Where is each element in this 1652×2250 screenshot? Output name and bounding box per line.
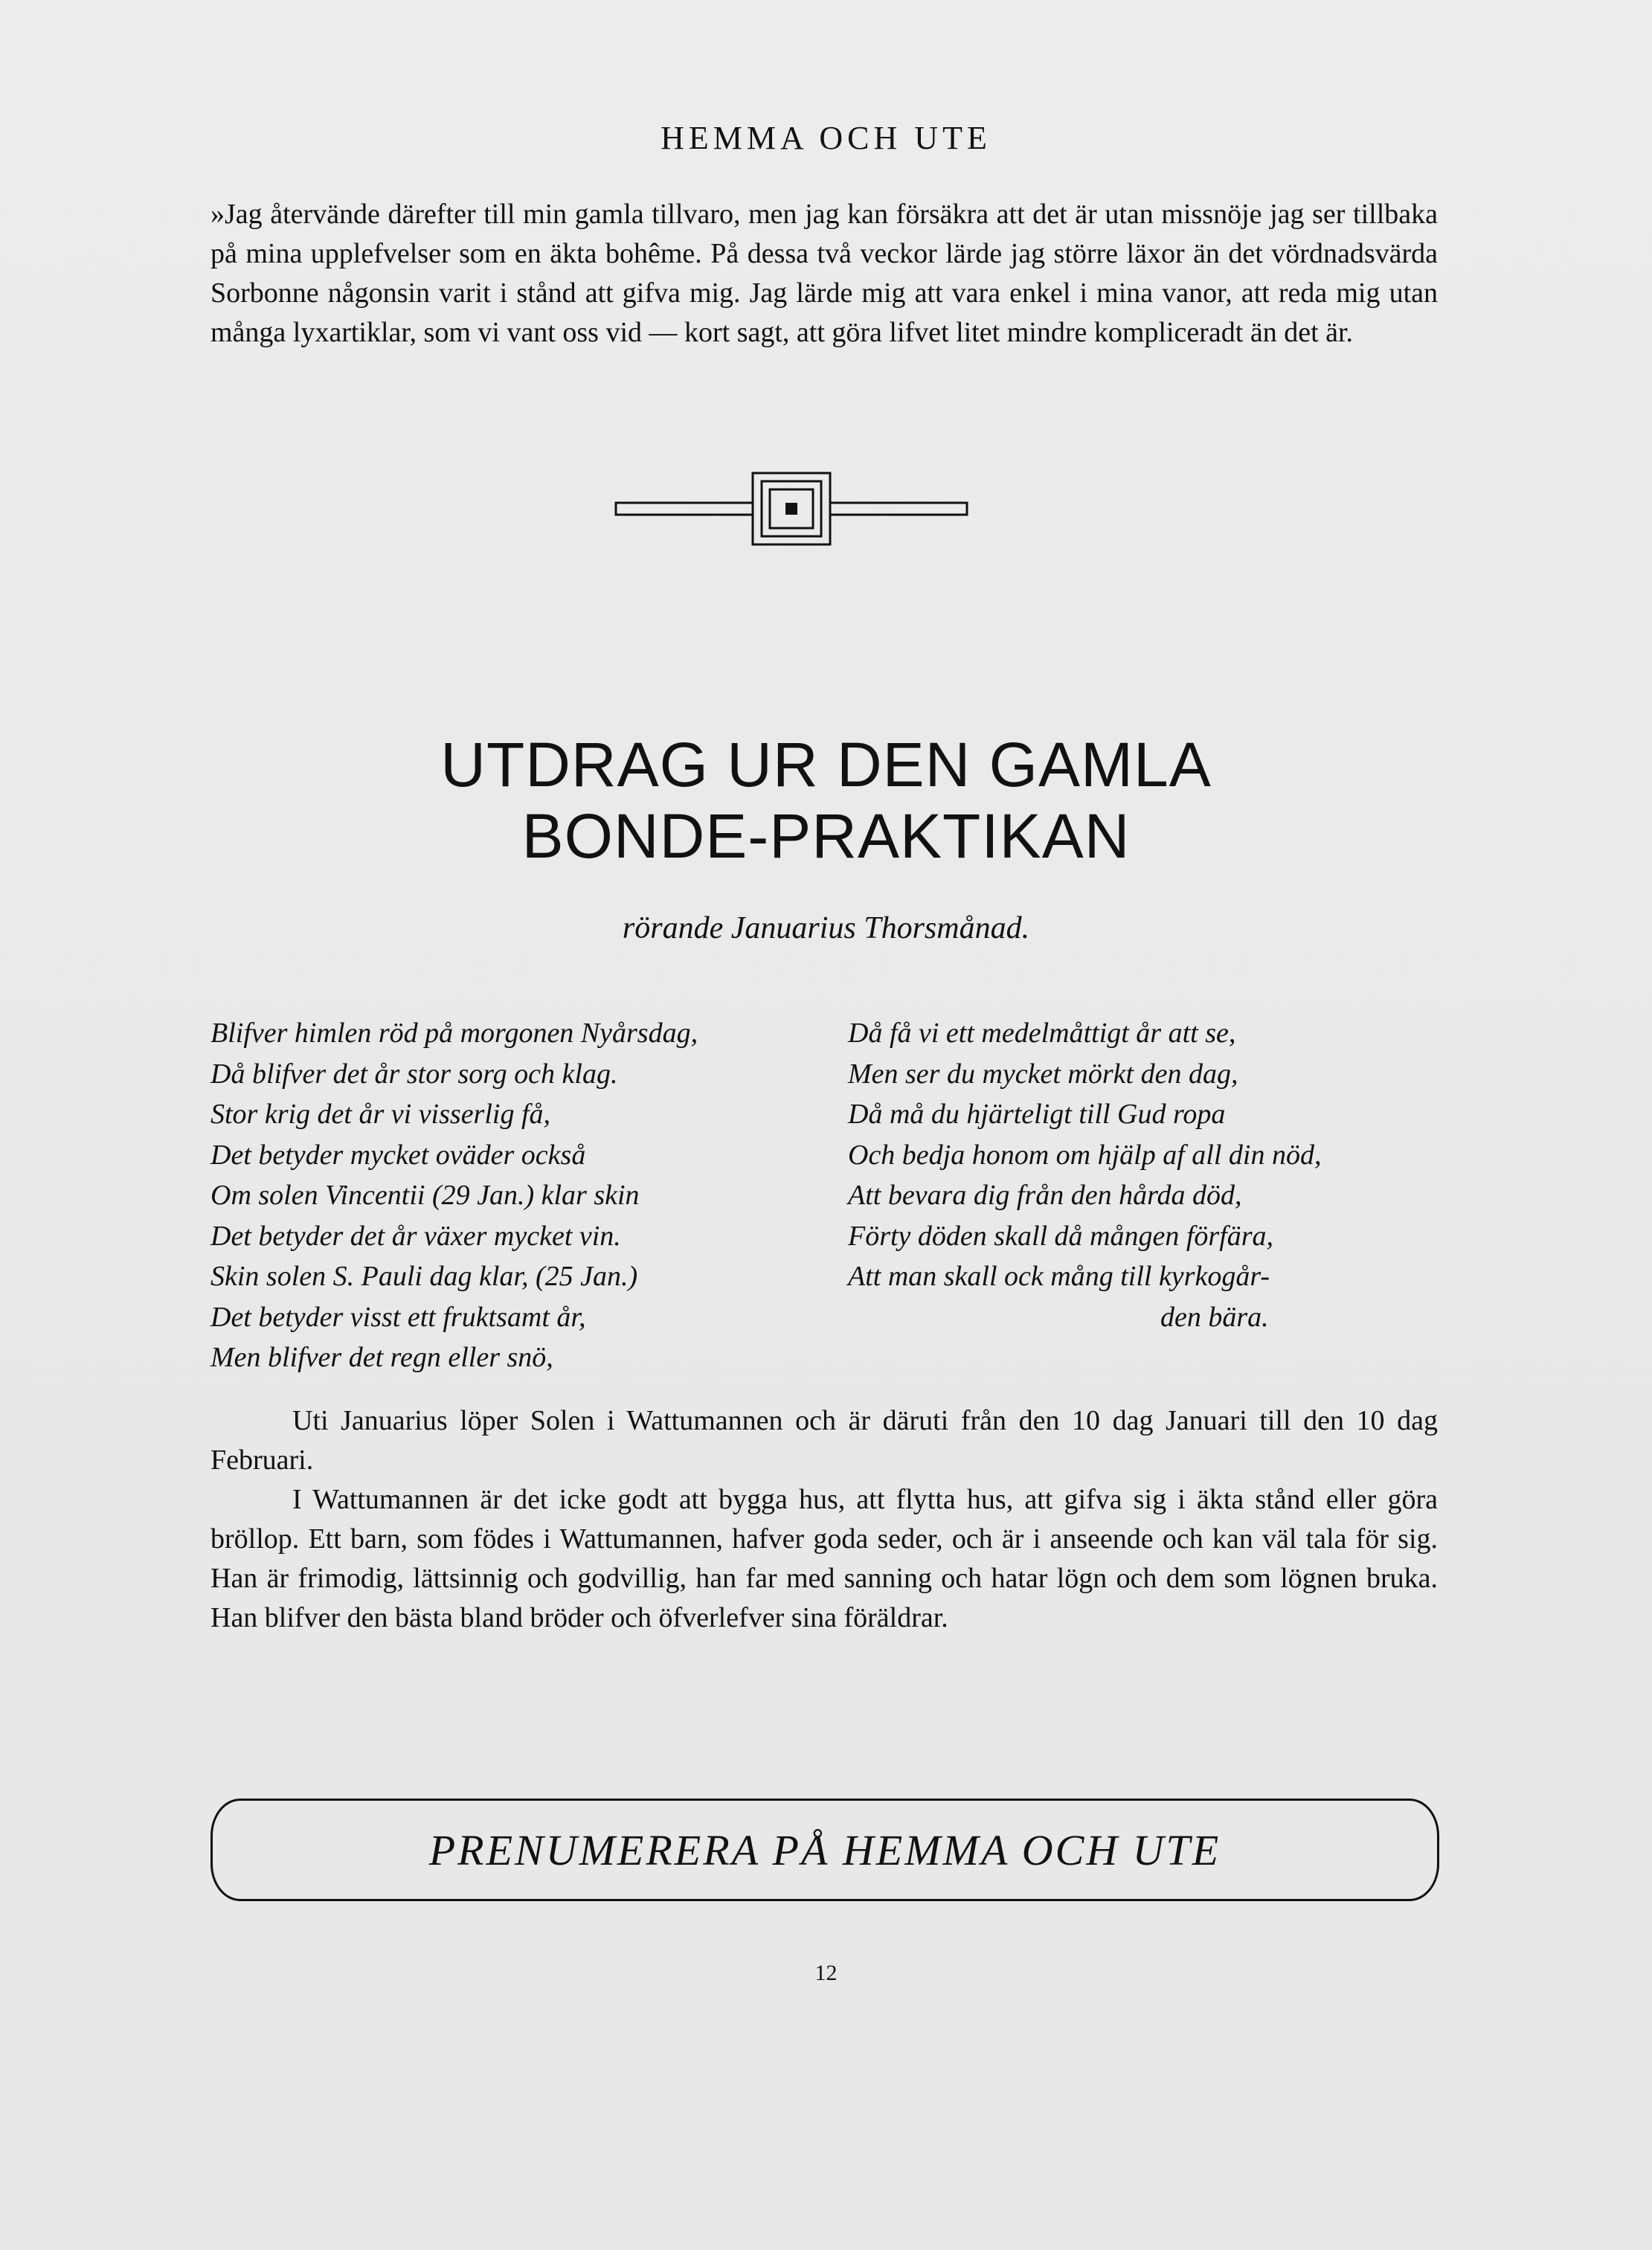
poem-right-column bbox=[848, 1013, 1443, 1337]
poem-line: Det betyder mycket oväder också bbox=[210, 1139, 586, 1171]
poem-left-column bbox=[210, 1013, 850, 1378]
article-title-line2: BONDE-PRAKTIKAN bbox=[521, 801, 1131, 871]
poem-line: Förty döden skall då mången förfära, bbox=[848, 1220, 1274, 1252]
poem-line: Om solen Vincentii (29 Jan.) klar skin bbox=[210, 1180, 640, 1211]
poem-line: Det betyder det år växer mycket vin. bbox=[210, 1220, 621, 1252]
body-paragraph: Uti Januarius löper Solen i Wattumannen och är däruti från den 10 dag Januari till den 10 dag Februari. bbox=[210, 1405, 1438, 1476]
poem-line: Skin solen S. Pauli dag klar, (25 Jan.) bbox=[210, 1261, 638, 1292]
subscribe-banner bbox=[210, 1799, 1439, 1901]
poem-line: Och bedja honom om hjälp af all din nöd, bbox=[848, 1139, 1322, 1171]
poem-line: Men ser du mycket mörkt den dag, bbox=[848, 1058, 1238, 1090]
poem-line: Att bevara dig från den hårda död, bbox=[848, 1180, 1242, 1211]
poem-line: Att man skall ock mång till kyrkogår- bbox=[848, 1261, 1270, 1292]
poem-line: den bära. bbox=[1160, 1301, 1269, 1333]
poem-line: Då må du hjärteligt till Gud ropa bbox=[848, 1099, 1226, 1130]
subscribe-banner-text: PRENUMERERA PÅ HEMMA OCH UTE bbox=[428, 1825, 1221, 1874]
intro-block bbox=[210, 195, 1438, 353]
intro-paragraph: »Jag återvände därefter till min gamla tillvaro, men jag kan försäkra att det är utan missnöje jag ser tillbaka på mina upplefvelser som en äkta bohême. På dessa två veckor lärde jag större läxor än det vördnadsvärda Sorbonne någonsin varit i stånd att gifva mig. Jag lärde mig att vara enkel i mina vanor, att reda mig utan många lyxartiklar, som vi vant oss vid — kort sagt, att göra lifvet litet mindre kompliceradt än det är. bbox=[210, 199, 1438, 348]
poem-line: Stor krig det år vi visserlig få, bbox=[210, 1099, 551, 1130]
poem-line: Det betyder visst ett fruktsamt år, bbox=[210, 1301, 586, 1333]
poem-line: Men blifver det regn eller snö, bbox=[210, 1342, 553, 1373]
running-header: HEMMA OCH UTE bbox=[661, 120, 991, 156]
poem-line: Då blifver det år stor sorg och klag. bbox=[210, 1058, 618, 1090]
article-body bbox=[210, 1401, 1438, 1638]
article-title bbox=[0, 729, 1652, 872]
article-title-line1: UTDRAG UR DEN GAMLA bbox=[440, 730, 1212, 800]
ornament-divider bbox=[614, 470, 968, 547]
page-number: 12 bbox=[814, 1961, 838, 1985]
poem-line: Då få vi ett medelmåttigt år att se, bbox=[848, 1018, 1236, 1049]
article-subtitle: rörande Januarius Thorsmånad. bbox=[622, 911, 1030, 945]
body-paragraph: I Wattumannen är det icke godt att bygga hus, att flytta hus, att gifva sig i äkta stånd eller göra bröllop. Ett barn, som födes i Wattumannen, hafver goda seder, och är i anseende och kan väl tala för sig. Han är frimodig, lättsinnig och godvillig, han far med sanning och hatar lögn och dem som lögnen bruka. Han blifver den bästa bland bröder och öfverlefver sina föräldrar. bbox=[210, 1484, 1438, 1633]
poem-line: Blifver himlen röd på morgonen Nyårsdag, bbox=[210, 1018, 698, 1049]
